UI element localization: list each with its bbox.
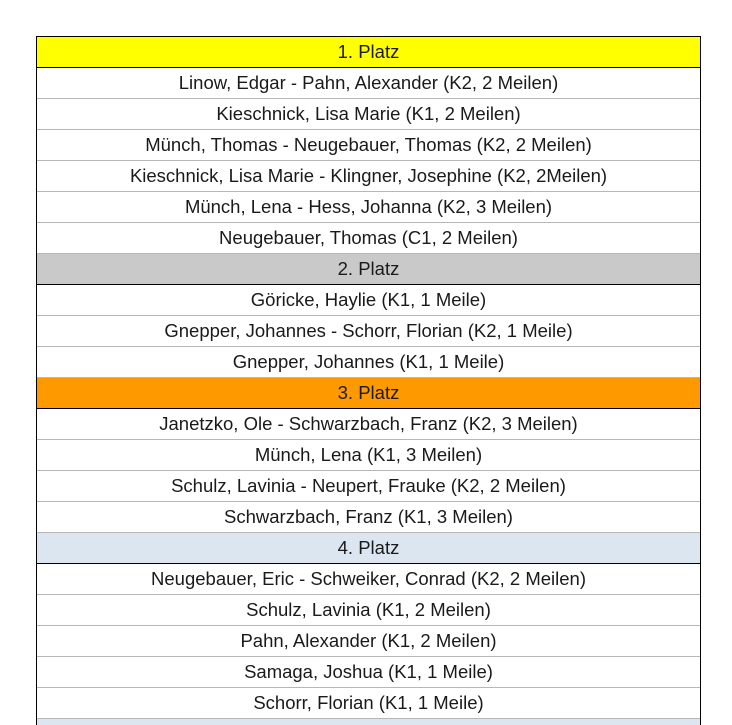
- table-row: Schwarzbach, Franz (K1, 3 Meilen): [37, 502, 700, 533]
- partial-row-cutoff: [37, 719, 700, 725]
- table-row: Kieschnick, Lisa Marie - Klingner, Josephine (K2, 2Meilen): [37, 161, 700, 192]
- table-row: Göricke, Haylie (K1, 1 Meile): [37, 285, 700, 316]
- platz-3-header: 3. Platz: [37, 378, 700, 409]
- table-row: Linow, Edgar - Pahn, Alexander (K2, 2 Meilen): [37, 68, 700, 99]
- platz-1-header: 1. Platz: [37, 37, 700, 68]
- table-row: Schorr, Florian (K1, 1 Meile): [37, 688, 700, 719]
- table-row: Schulz, Lavinia - Neupert, Frauke (K2, 2 Meilen): [37, 471, 700, 502]
- table-row: Neugebauer, Eric - Schweiker, Conrad (K2, 2 Meilen): [37, 564, 700, 595]
- table-row: Kieschnick, Lisa Marie (K1, 2 Meilen): [37, 99, 700, 130]
- table-row: Schulz, Lavinia (K1, 2 Meilen): [37, 595, 700, 626]
- table-row: Münch, Thomas - Neugebauer, Thomas (K2, 2 Meilen): [37, 130, 700, 161]
- table-row: Neugebauer, Thomas (C1, 2 Meilen): [37, 223, 700, 254]
- platz-2-header: 2. Platz: [37, 254, 700, 285]
- platz-4-header: 4. Platz: [37, 533, 700, 564]
- table-row: Janetzko, Ole - Schwarzbach, Franz (K2, 3 Meilen): [37, 409, 700, 440]
- table-row: Gnepper, Johannes (K1, 1 Meile): [37, 347, 700, 378]
- table-row: Pahn, Alexander (K1, 2 Meilen): [37, 626, 700, 657]
- results-table: [36, 36, 701, 725]
- table-row: Münch, Lena - Hess, Johanna (K2, 3 Meilen): [37, 192, 700, 223]
- table-row: Münch, Lena (K1, 3 Meilen): [37, 440, 700, 471]
- table-row: Samaga, Joshua (K1, 1 Meile): [37, 657, 700, 688]
- table-row: Gnepper, Johannes - Schorr, Florian (K2, 1 Meile): [37, 316, 700, 347]
